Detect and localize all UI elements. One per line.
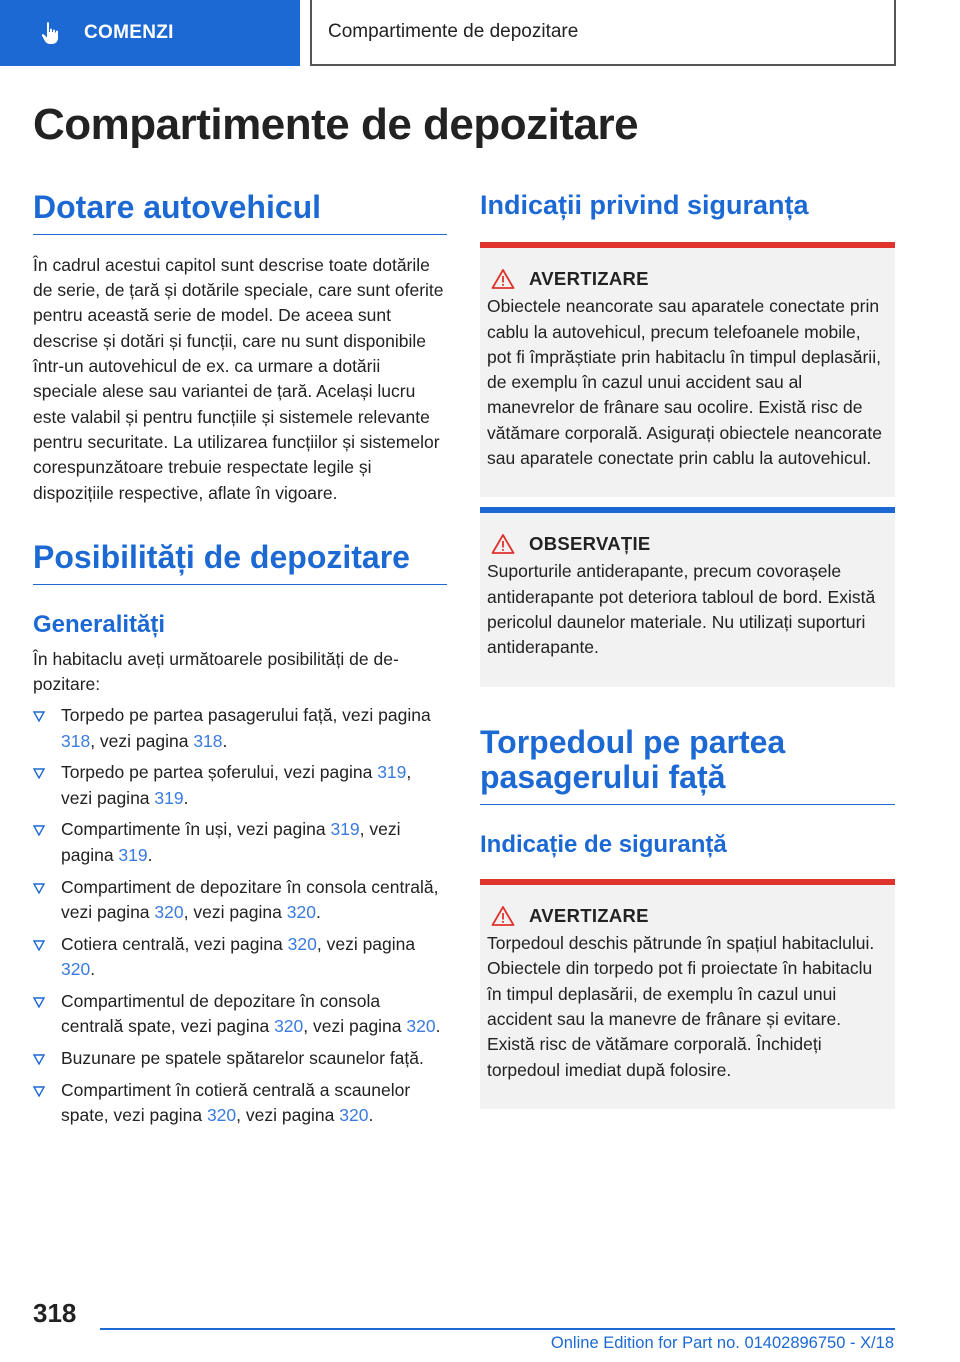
bullet-triangle-icon [33, 767, 45, 779]
page-link[interactable]: 320 [339, 1104, 369, 1125]
bullet-triangle-icon [33, 824, 45, 836]
page-link[interactable]: 318 [61, 730, 91, 751]
footer-divider [100, 1328, 895, 1330]
page-link[interactable]: 320 [406, 1015, 436, 1036]
storage-list [33, 703, 447, 1128]
page-link[interactable]: 319 [154, 787, 184, 808]
list-item: Torpedo pe partea șoferului, vezi pagina 319, vezi pagina 319. [33, 760, 447, 811]
footer-edition: Online Edition for Part no. 01402896750 - X/18 [550, 1334, 894, 1352]
list-item: Compartiment de depozitare în consola centrală, vezi pagina 320, vezi pagina 320. [33, 875, 447, 926]
page-link[interactable]: 320 [154, 901, 184, 922]
page-link[interactable]: 320 [274, 1015, 304, 1036]
header-tabs [0, 0, 960, 66]
hand-pointer-icon [38, 20, 64, 46]
list-item: Torpedo pe partea pasagerului față, vezi pagina 318, vezi pagina 318. [33, 703, 447, 754]
heading-torpedoul: Torpedoul pe partea pasagerului față [480, 725, 895, 806]
warning-triangle-icon [491, 268, 515, 290]
warning-label: AVERTIZARE [529, 268, 649, 290]
page-link[interactable]: 320 [287, 933, 317, 954]
bullet-triangle-icon [33, 882, 45, 894]
list-item: Compartimentul de depozitare în consola centrală spate, vezi pagina 320, vezi pagina 320. [33, 989, 447, 1040]
warning-callout [480, 242, 895, 497]
warning-text: Torpedoul deschis pătrunde în spațiul habitaclului. Obiectele din torpedo pot fi proiectate în habitaclu în timpul deplasării, de exemplu în cazul unui accident sau la manevre de frânare și evitare. Există risc de vătămare corporală. Închideți torpedoul imediat după folosire. [487, 933, 875, 1080]
heading-dotare-autovehicul: Dotare autovehicul [33, 190, 447, 235]
bullet-triangle-icon [33, 1053, 45, 1065]
note-callout [480, 507, 895, 686]
list-item: Compartimente în uși, vezi pagina 319, vezi pagina 319. [33, 817, 447, 868]
warning-text: Obiectele neancorate sau aparatele conectate prin cablu la autovehicul, precum telefoanele mobile, pot fi împrăștiate prin habitaclu în timpul deplasării, de exemplu în cazul unui accident sau al manevrelor de frânare sau ocolire. Există risc de vătămare corporală. Asigurați obiectele neancorate sau aparatele conectate prin cablu la autovehicul. [487, 296, 882, 469]
note-label: OBSERVAȚIE [529, 533, 651, 555]
tab-section-title: Compartimente de depozitare [310, 0, 896, 66]
page-link[interactable]: 320 [61, 958, 91, 979]
tab-comenzi[interactable] [0, 0, 300, 66]
page-number: 318 [33, 1298, 77, 1328]
left-column [33, 190, 447, 1135]
page-link[interactable]: 319 [377, 762, 407, 783]
heading-generalitati: Generalități [33, 610, 166, 638]
page-link[interactable]: 320 [286, 901, 316, 922]
callout-header [487, 268, 887, 290]
warning-triangle-icon [491, 533, 515, 555]
page-link[interactable]: 318 [193, 730, 223, 751]
right-column [480, 190, 895, 1109]
heading-indicatii-siguranta: Indicații privind siguranța [480, 190, 809, 220]
tab-comenzi-label: COMENZI [84, 22, 174, 43]
page-link[interactable]: 319 [330, 819, 360, 840]
warning-callout-torpedo [480, 879, 895, 1109]
bullet-triangle-icon [33, 996, 45, 1008]
list-item: Compartiment în cotieră centrală a scaunelor spate, vezi pagina 320, vezi pagina 320. [33, 1078, 447, 1129]
heading-posibilitati-depozitare: Posibilități de depozitare [33, 540, 447, 585]
callout-header [487, 533, 887, 555]
page-title: Compartimente de depozitare [33, 100, 639, 149]
paragraph-generalitati: În habitaclu aveți următoarele posibilități de depozitare: [33, 648, 399, 694]
page-link[interactable]: 320 [206, 1104, 237, 1125]
bullet-triangle-icon [33, 939, 45, 951]
list-item: Cotiera centrală, vezi pagina 320, vezi pagina 320. [33, 932, 447, 983]
bullet-triangle-icon [33, 710, 45, 722]
note-text: Suporturile antiderapante, precum covorașele antiderapante pot deteriora tabloul de bord. Există pericolul daunelor materiale. Nu utilizați suporturi antiderapante. [487, 561, 876, 658]
paragraph-dotare: În cadrul acestui capitol sunt descrise toate dotările de serie, de țară și dotările speciale, care sunt oferite pentru această serie de model. De aceea sunt descrise și dotări și funcții, care nu sunt disponibile într-un autovehicul de ex. ca urmare a dotării speciale alese sau variantei de țară. Același lucru este valabil și pentru funcțiile și sistemele relevante pentru securitate. La utilizarea funcțiilor și sistemelor corespunzătoare trebuie respectate legile și dispozițiile respective, aflate în vigoare. [33, 254, 444, 503]
list-item: Buzunare pe spatele spătarelor scaunelor față. [33, 1046, 447, 1071]
page-link[interactable]: 319 [118, 844, 148, 865]
warning-triangle-icon [491, 905, 515, 927]
bullet-triangle-icon [33, 1085, 45, 1097]
callout-header [487, 905, 887, 927]
warning-label: AVERTIZARE [529, 905, 649, 927]
heading-indicatie-siguranta: Indicație de siguranță [480, 831, 727, 859]
